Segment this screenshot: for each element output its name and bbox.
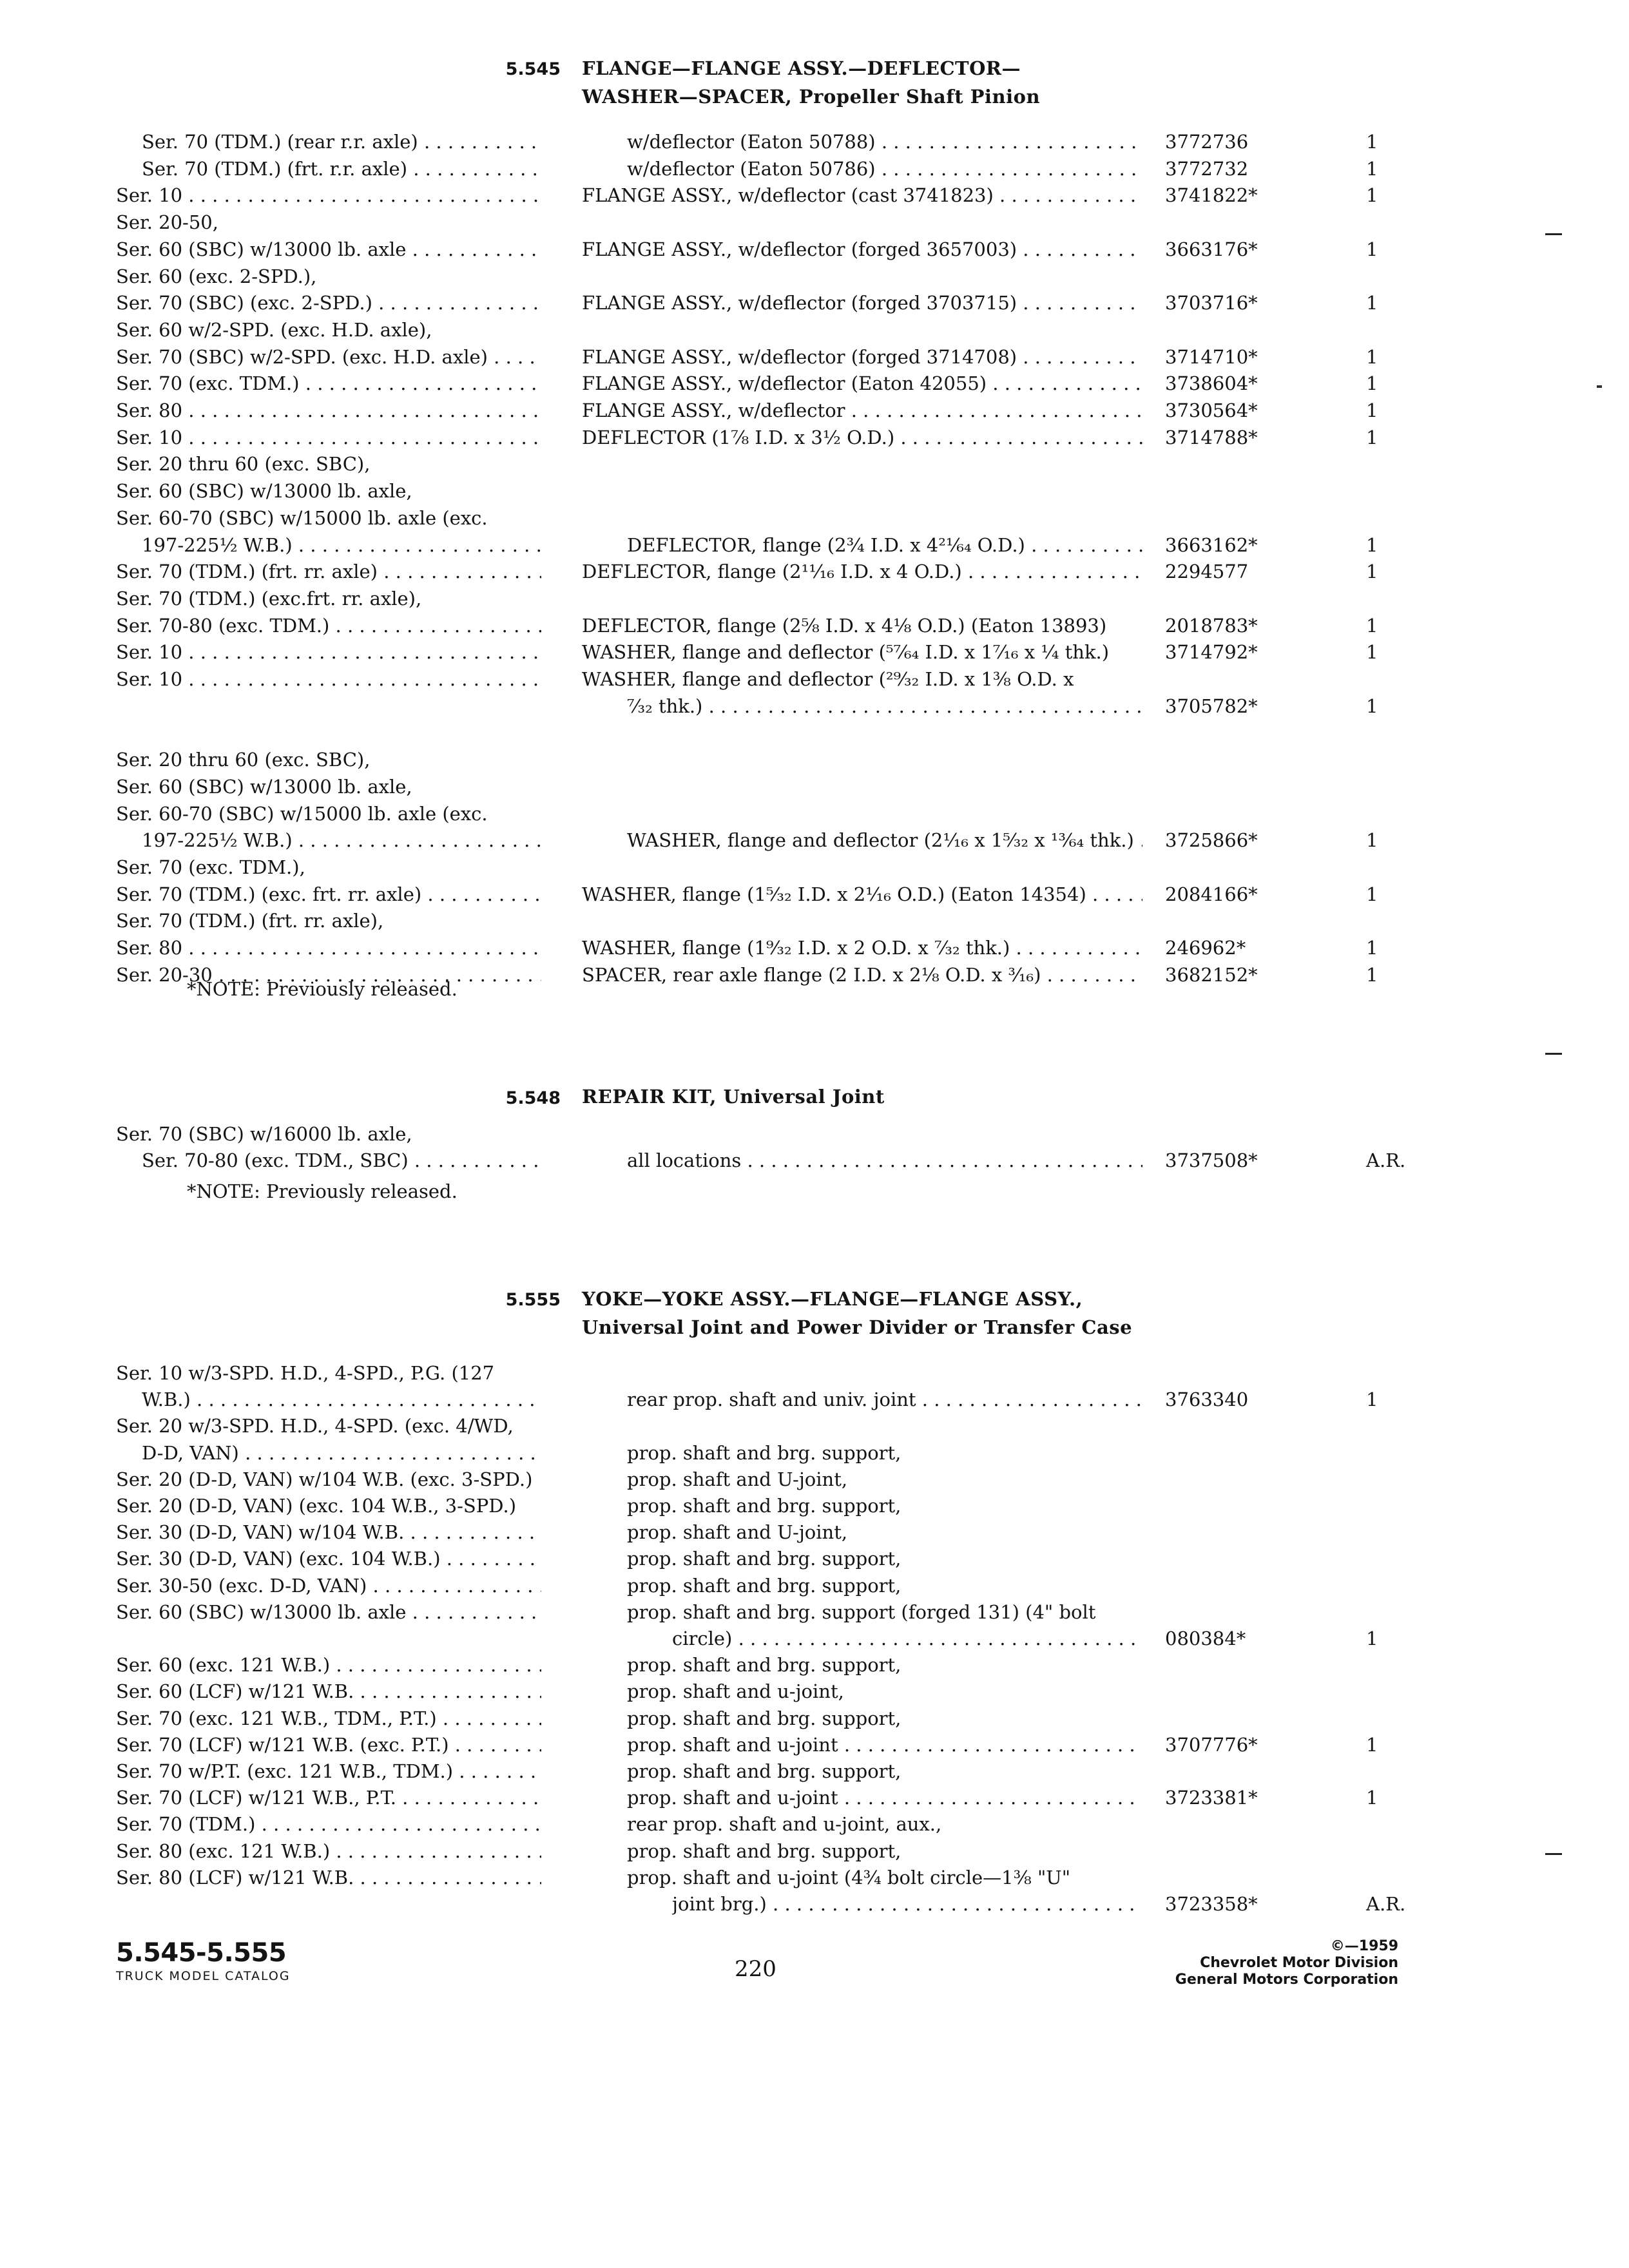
row-part-number: 3707776* <box>1165 1734 1258 1756</box>
margin-tick <box>1545 1853 1562 1855</box>
row-applicability: Ser. 70 w/P.T. (exc. 121 W.B., TDM.) . . . <box>116 1758 541 1784</box>
row-part-number: 3738604* <box>1165 372 1258 394</box>
row-quantity: 1 <box>1366 1628 1378 1649</box>
row-applicability: Ser. 70 (exc. TDM.) . . . <box>116 370 541 396</box>
row-description: circle) . . . <box>672 1626 1142 1651</box>
row-description: WASHER, flange and deflector (2¹⁄₁₆ x 1⁵⁄₃₂ x ¹³⁄₆₄ thk.) . . . <box>627 827 1142 853</box>
row-description: SPACER, rear axle flange (2 I.D. x 2⅛ O.D. x ³⁄₁₆) . . . <box>582 962 1142 988</box>
row-description: ⁷⁄₃₂ thk.) . . . <box>627 693 1142 719</box>
row-description: prop. shaft and brg. support, <box>627 1707 901 1729</box>
row-applicability: Ser. 70 (SBC) w/16000 lb. axle, <box>116 1123 412 1145</box>
page-number: 220 <box>735 1956 776 1982</box>
row-applicability: Ser. 70 (exc. TDM.), <box>116 856 305 878</box>
row-part-number: 3772732 <box>1165 158 1249 180</box>
corporation: General Motors Corporation <box>1175 1972 1398 1988</box>
row-description: DEFLECTOR, flange (2¹¹⁄₁₆ I.D. x 4 O.D.) . . . <box>582 559 1142 584</box>
section-5-555-title <box>582 1285 1132 1341</box>
row-applicability: Ser. 20 thru 60 (exc. SBC), <box>116 453 371 475</box>
row-part-number: 3663162* <box>1165 534 1258 556</box>
row-description: WASHER, flange (1⁹⁄₃₂ I.D. x 2 O.D. x ⁷⁄₃₂ thk.) . . . <box>582 935 1142 961</box>
row-part-number: 246962* <box>1165 937 1246 959</box>
copyright: ©—1959 <box>1330 1938 1398 1954</box>
row-quantity: 1 <box>1366 427 1378 448</box>
section-5-548-number: 5.548 <box>505 1088 561 1108</box>
section-title-line: WASHER—SPACER, Propeller Shaft Pinion <box>582 86 1041 108</box>
row-description: prop. shaft and U-joint, <box>627 1521 848 1543</box>
row-quantity: 1 <box>1366 1389 1378 1410</box>
row-part-number: 3663176* <box>1165 238 1258 260</box>
row-description: prop. shaft and u-joint (4¾ bolt circle—1⅜ "U" <box>627 1867 1071 1888</box>
row-part-number: 3772736 <box>1165 131 1249 153</box>
row-applicability: Ser. 30 (D-D, VAN) (exc. 104 W.B.) . . . <box>116 1546 541 1571</box>
row-description: DEFLECTOR (1⅞ I.D. x 3½ O.D.) . . . <box>582 425 1142 450</box>
row-quantity: 1 <box>1366 534 1378 556</box>
row-applicability: Ser. 30-50 (exc. D-D, VAN) . . . <box>116 1573 541 1599</box>
row-description: w/deflector (Eaton 50788) . . . <box>627 129 1142 155</box>
row-applicability: D-D, VAN) . . . <box>142 1440 541 1466</box>
row-part-number: 3714792* <box>1165 641 1258 663</box>
row-applicability: Ser. 70 (TDM.) (frt. rr. axle) . . . <box>116 559 541 584</box>
row-applicability: Ser. 80 . . . <box>116 935 541 961</box>
row-description: DEFLECTOR, flange (2¾ I.D. x 4²¹⁄₆₄ O.D.) . . . <box>627 532 1142 558</box>
row-applicability: Ser. 70 (SBC) (exc. 2-SPD.) . . . <box>116 290 541 316</box>
margin-tick <box>1545 233 1562 235</box>
row-applicability: Ser. 70 (TDM.) (exc. frt. rr. axle) . . . <box>116 881 541 907</box>
row-applicability: 197-225½ W.B.) . . . <box>142 532 541 558</box>
row-description: prop. shaft and u-joint, <box>627 1680 844 1702</box>
row-description: prop. shaft and brg. support, <box>627 1760 901 1782</box>
row-applicability: Ser. 70 (TDM.) (exc.frt. rr. axle), <box>116 588 422 610</box>
row-description: FLANGE ASSY., w/deflector . . . <box>582 398 1142 423</box>
row-applicability: Ser. 20 thru 60 (exc. SBC), <box>116 749 371 771</box>
margin-mark <box>1597 385 1602 388</box>
row-part-number: 2294577 <box>1165 561 1249 582</box>
row-applicability: Ser. 60 (SBC) w/13000 lb. axle . . . <box>116 1599 541 1625</box>
row-quantity: 1 <box>1366 346 1378 368</box>
row-part-number: 080384* <box>1165 1628 1246 1649</box>
row-quantity: 1 <box>1366 964 1378 986</box>
row-part-number: 3741822* <box>1165 184 1258 206</box>
row-applicability: Ser. 60 (SBC) w/13000 lb. axle, <box>116 776 412 798</box>
row-description: prop. shaft and brg. support, <box>627 1495 901 1517</box>
row-quantity: A.R. <box>1366 1893 1406 1915</box>
row-applicability: Ser. 20-50, <box>116 211 218 233</box>
section-title-line: REPAIR KIT, Universal Joint <box>582 1086 885 1108</box>
row-quantity: A.R. <box>1366 1149 1406 1171</box>
footer-copyright-block <box>1044 1938 1398 1988</box>
row-applicability: Ser. 70-80 (exc. TDM., SBC) . . . <box>142 1148 541 1173</box>
section-title-line: FLANGE—FLANGE ASSY.—DEFLECTOR— <box>582 57 1021 79</box>
row-part-number: 3714710* <box>1165 346 1258 368</box>
row-applicability: Ser. 60-70 (SBC) w/15000 lb. axle (exc. <box>116 507 488 529</box>
row-applicability: Ser. 70 (TDM.) (frt. rr. axle), <box>116 910 384 932</box>
row-quantity: 1 <box>1366 1787 1378 1809</box>
row-applicability: Ser. 60-70 (SBC) w/15000 lb. axle (exc. <box>116 803 488 825</box>
division: Chevrolet Motor Division <box>1200 1955 1398 1971</box>
row-description: prop. shaft and brg. support, <box>627 1575 901 1597</box>
row-applicability: Ser. 10 . . . <box>116 182 541 208</box>
row-applicability: Ser. 20-30 . . . <box>116 962 541 988</box>
row-quantity: 1 <box>1366 158 1378 180</box>
row-description: prop. shaft and brg. support, <box>627 1442 901 1464</box>
row-quantity: 1 <box>1366 695 1378 717</box>
row-part-number: 2018783* <box>1165 615 1258 637</box>
row-applicability: Ser. 60 (SBC) w/13000 lb. axle . . . <box>116 236 541 262</box>
row-applicability: W.B.) . . . <box>142 1387 541 1412</box>
row-applicability: Ser. 60 w/2-SPD. (exc. H.D. axle), <box>116 319 432 341</box>
row-applicability: Ser. 80 (LCF) w/121 W.B. . . . <box>116 1865 541 1890</box>
row-description: prop. shaft and brg. support, <box>627 1548 901 1570</box>
row-applicability: Ser. 30 (D-D, VAN) w/104 W.B. . . . <box>116 1519 541 1545</box>
row-quantity: 1 <box>1366 937 1378 959</box>
row-description: FLANGE ASSY., w/deflector (forged 3714708) . . . <box>582 344 1142 370</box>
section-5-555-number: 5.555 <box>505 1290 561 1310</box>
row-applicability: Ser. 10 . . . <box>116 425 541 450</box>
row-quantity: 1 <box>1366 641 1378 663</box>
row-description: FLANGE ASSY., w/deflector (Eaton 42055) . . . <box>582 370 1142 396</box>
row-applicability: Ser. 80 . . . <box>116 398 541 423</box>
row-description: prop. shaft and U-joint, <box>627 1468 848 1490</box>
row-applicability: Ser. 70 (LCF) w/121 W.B., P.T. . . . <box>116 1785 541 1811</box>
row-part-number: 3737508* <box>1165 1149 1258 1171</box>
row-applicability: Ser. 70 (SBC) w/2-SPD. (exc. H.D. axle) . . . <box>116 344 541 370</box>
row-description: FLANGE ASSY., w/deflector (forged 3703715) . . . <box>582 290 1142 316</box>
row-description: prop. shaft and brg. support, <box>627 1840 901 1862</box>
row-description: DEFLECTOR, flange (2⅝ I.D. x 4⅛ O.D.) (Eaton 13893) <box>582 615 1107 637</box>
row-part-number: 3730564* <box>1165 399 1258 421</box>
row-quantity: 1 <box>1366 292 1378 314</box>
row-applicability: Ser. 70 (exc. 121 W.B., TDM., P.T.) . . . <box>116 1706 541 1731</box>
row-applicability: Ser. 80 (exc. 121 W.B.) . . . <box>116 1838 541 1864</box>
row-applicability: Ser. 70-80 (exc. TDM.) . . . <box>116 613 541 639</box>
row-applicability: Ser. 20 w/3-SPD. H.D., 4-SPD. (exc. 4/WD, <box>116 1415 514 1437</box>
row-applicability: Ser. 10 w/3-SPD. H.D., 4-SPD., P.G. (127 <box>116 1362 495 1384</box>
row-part-number: 2084166* <box>1165 883 1258 905</box>
row-applicability: Ser. 10 . . . <box>116 666 541 692</box>
row-applicability: Ser. 20 (D-D, VAN) (exc. 104 W.B., 3-SPD.) <box>116 1495 517 1517</box>
row-applicability: Ser. 70 (TDM.) . . . <box>116 1811 541 1837</box>
row-applicability: Ser. 10 . . . <box>116 639 541 665</box>
row-description: prop. shaft and brg. support (forged 131) (4" bolt <box>627 1601 1096 1623</box>
row-applicability: Ser. 60 (LCF) w/121 W.B. . . . <box>116 1678 541 1704</box>
row-applicability: Ser. 70 (TDM.) (rear r.r. axle) . . . <box>142 129 541 155</box>
row-applicability: Ser. 60 (exc. 2-SPD.), <box>116 265 317 287</box>
row-quantity: 1 <box>1366 372 1378 394</box>
row-quantity: 1 <box>1366 131 1378 153</box>
row-part-number: 3723358* <box>1165 1893 1258 1915</box>
row-quantity: 1 <box>1366 1734 1378 1756</box>
section-title-line: YOKE—YOKE ASSY.—FLANGE—FLANGE ASSY., <box>582 1288 1083 1310</box>
section-5-545-title <box>582 54 1040 111</box>
row-description: prop. shaft and u-joint . . . <box>627 1732 1142 1758</box>
margin-tick <box>1545 1053 1562 1055</box>
row-applicability: Ser. 20 (D-D, VAN) w/104 W.B. (exc. 3-SPD.) <box>116 1468 533 1490</box>
row-quantity: 1 <box>1366 883 1378 905</box>
row-quantity: 1 <box>1366 615 1378 637</box>
row-part-number: 3723381* <box>1165 1787 1258 1809</box>
row-applicability: 197-225½ W.B.) . . . <box>142 827 541 853</box>
row-part-number: 3763340 <box>1165 1389 1249 1410</box>
row-quantity: 1 <box>1366 184 1378 206</box>
section-5-545-note: *NOTE: Previously released. <box>187 978 458 1000</box>
row-quantity: 1 <box>1366 829 1378 851</box>
row-part-number: 3682152* <box>1165 964 1258 986</box>
row-part-number: 3714788* <box>1165 427 1258 448</box>
row-quantity: 1 <box>1366 238 1378 260</box>
section-5-548-note: *NOTE: Previously released. <box>187 1180 458 1202</box>
row-applicability: Ser. 70 (TDM.) (frt. r.r. axle) . . . <box>142 156 541 182</box>
row-description: FLANGE ASSY., w/deflector (forged 3657003) . . . <box>582 236 1142 262</box>
footer-code: 5.545-5.555 <box>116 1938 287 1968</box>
row-description: prop. shaft and u-joint . . . <box>627 1785 1142 1811</box>
section-5-548-title <box>582 1082 885 1111</box>
row-quantity: 1 <box>1366 561 1378 582</box>
footer-subtitle: TRUCK MODEL CATALOG <box>116 1969 291 1983</box>
row-part-number: 3705782* <box>1165 695 1258 717</box>
row-applicability: Ser. 70 (LCF) w/121 W.B. (exc. P.T.) . . . <box>116 1732 541 1758</box>
row-description: prop. shaft and brg. support, <box>627 1654 901 1676</box>
section-5-545-number: 5.545 <box>505 59 561 79</box>
row-description: WASHER, flange and deflector (⁵⁷⁄₆₄ I.D. x 1⁷⁄₁₆ x ¼ thk.) <box>582 641 1110 663</box>
section-title-line: Universal Joint and Power Divider or Transfer Case <box>582 1316 1133 1338</box>
row-description: joint brg.) . . . <box>672 1891 1142 1917</box>
row-part-number: 3703716* <box>1165 292 1258 314</box>
row-description: all locations . . . <box>627 1148 1142 1173</box>
row-description: WASHER, flange (1⁵⁄₃₂ I.D. x 2¹⁄₁₆ O.D.) (Eaton 14354) . . . <box>582 881 1142 907</box>
row-part-number: 3725866* <box>1165 829 1258 851</box>
row-applicability: Ser. 60 (exc. 121 W.B.) . . . <box>116 1652 541 1678</box>
row-description: WASHER, flange and deflector (²⁹⁄₃₂ I.D. x 1⅜ O.D. x <box>582 668 1074 690</box>
row-applicability: Ser. 60 (SBC) w/13000 lb. axle, <box>116 480 412 502</box>
row-description: w/deflector (Eaton 50786) . . . <box>627 156 1142 182</box>
row-description: rear prop. shaft and u-joint, aux., <box>627 1813 942 1835</box>
row-quantity: 1 <box>1366 399 1378 421</box>
row-description: rear prop. shaft and univ. joint . . . <box>627 1387 1142 1412</box>
row-description: FLANGE ASSY., w/deflector (cast 3741823) . . . <box>582 182 1142 208</box>
footer-catalog-code <box>116 1938 291 1983</box>
